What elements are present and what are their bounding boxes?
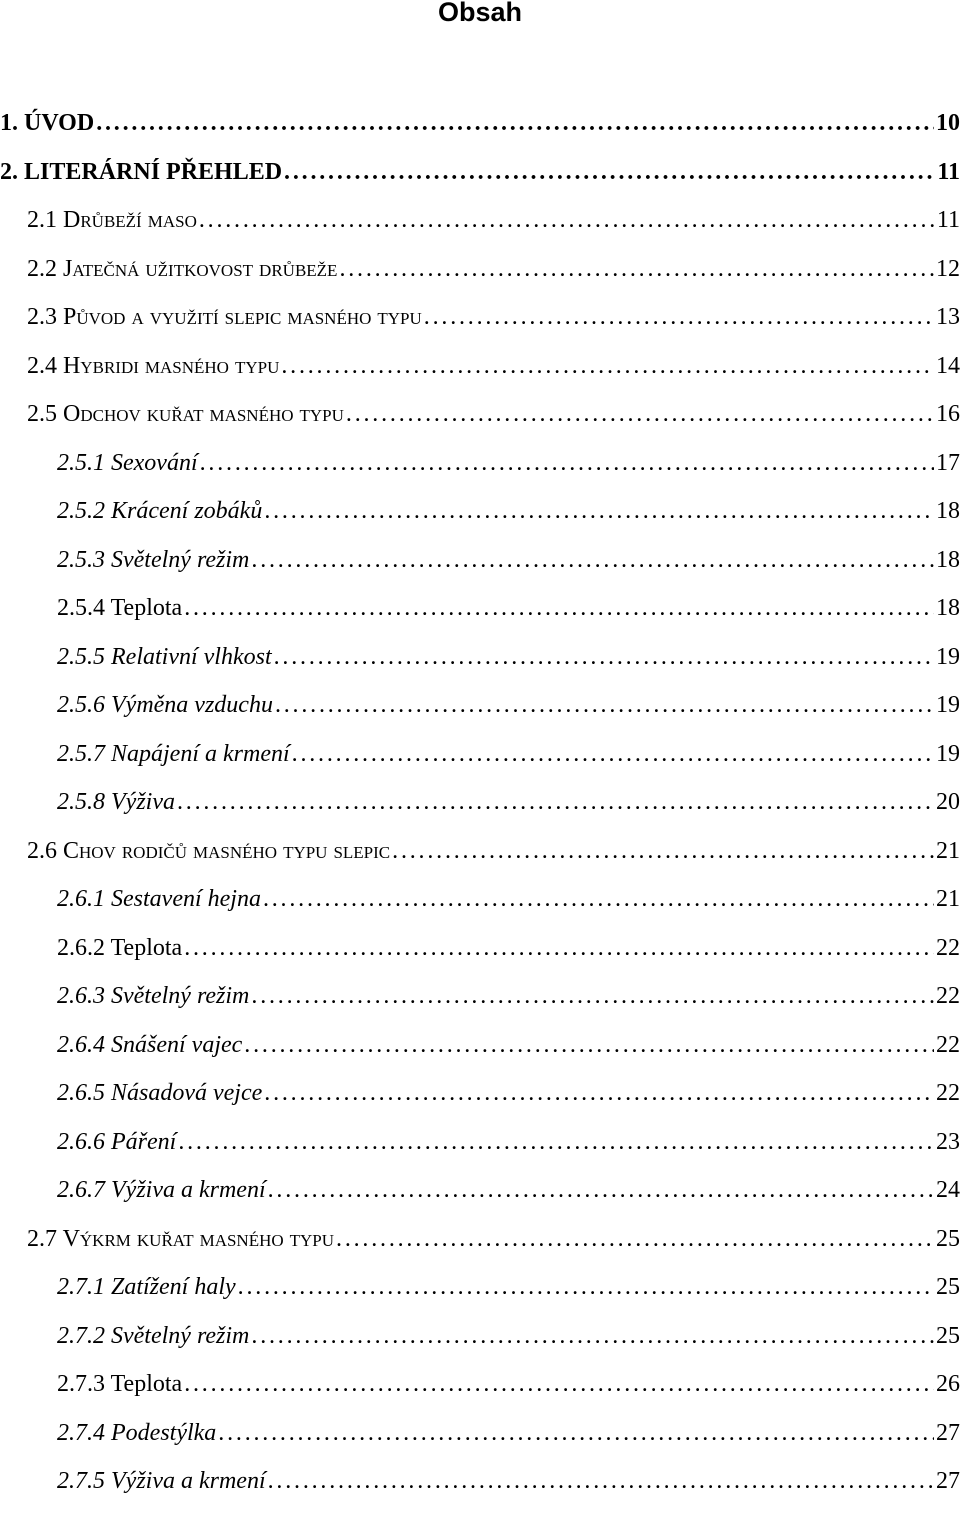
toc-entry-page-number: 11	[937, 159, 960, 185]
toc-entry-label: 2.6.5 Násadová vejce	[57, 1080, 263, 1106]
toc-entry[interactable]	[57, 1270, 960, 1304]
toc-entry-page-number: 24	[936, 1177, 960, 1203]
toc-entry[interactable]	[57, 1416, 960, 1450]
toc-entry-label: 2.5.4 Teplota	[57, 595, 183, 621]
toc-entry[interactable]	[57, 737, 960, 771]
dot-leader	[251, 1319, 934, 1353]
toc-entry-label: 2.5.2 Krácení zobáků	[57, 498, 263, 524]
dot-leader	[263, 882, 934, 916]
toc-entry-label: 2.7.3 Teplota	[57, 1371, 183, 1397]
toc-entry-page-number: 19	[936, 644, 960, 670]
dot-leader	[284, 155, 935, 189]
toc-entry-page-number: 13	[936, 304, 960, 330]
toc-entry[interactable]	[57, 591, 960, 625]
toc-entry-label: 2.7.2 Světelný režim	[57, 1323, 250, 1349]
dot-leader	[268, 1173, 934, 1207]
toc-entry-page-number: 18	[936, 547, 960, 573]
dot-leader	[264, 1076, 934, 1110]
toc-entry-label: 2.6.6 Páření	[57, 1129, 177, 1155]
toc-entry-label: 2.6.2 Teplota	[57, 935, 183, 961]
toc-entry-page-number: 19	[936, 741, 960, 767]
toc-entry-label: 2.4 Hybridi masného typu	[27, 353, 280, 379]
toc-entry-label: 2.7 Výkrm kuřat masného typu	[27, 1226, 335, 1252]
toc-entry[interactable]	[57, 446, 960, 480]
toc-entry-page-number: 11	[936, 207, 960, 233]
toc-entry[interactable]	[57, 688, 960, 722]
toc-entry-label: 2.1 Drůbeží maso	[27, 207, 197, 233]
toc-entry[interactable]	[57, 979, 960, 1013]
toc-entry-page-number: 25	[936, 1226, 960, 1252]
toc-entry-label: 2.5.5 Relativní vlhkost	[57, 644, 272, 670]
toc-entry[interactable]	[57, 1076, 960, 1110]
dot-leader	[184, 931, 934, 965]
toc-entry-page-number: 18	[936, 498, 960, 524]
toc-entry[interactable]	[0, 106, 960, 140]
toc-entry-page-number: 21	[936, 886, 960, 912]
toc-entry[interactable]	[57, 1028, 960, 1062]
toc-entry[interactable]	[57, 931, 960, 965]
toc-entry-label: 2.6.7 Výživa a krmení	[57, 1177, 266, 1203]
toc-entry-page-number: 19	[936, 692, 960, 718]
toc-entry-label: 2.7.5 Výživa a krmení	[57, 1468, 266, 1494]
toc-entry-page-number: 14	[936, 353, 960, 379]
dot-leader	[200, 446, 934, 480]
toc-entry[interactable]	[27, 203, 960, 237]
dot-leader	[96, 106, 934, 140]
dot-leader	[339, 252, 934, 286]
dot-leader	[292, 737, 934, 771]
toc-entry-label: 2.3 Původ a využití slepic masného typu	[27, 304, 422, 330]
dot-leader	[264, 494, 934, 528]
dot-leader	[199, 203, 935, 237]
dot-leader	[177, 785, 934, 819]
toc-entry-label: 2.6.4 Snášení vajec	[57, 1032, 243, 1058]
toc-entry-label: 2.5.6 Výměna vzduchu	[57, 692, 273, 718]
toc-entry[interactable]	[27, 300, 960, 334]
toc-entry[interactable]	[57, 1464, 960, 1498]
toc-entry-page-number: 25	[936, 1274, 960, 1300]
toc-entry-label: 2.6.3 Světelný režim	[57, 983, 250, 1009]
dot-leader	[238, 1270, 934, 1304]
dot-leader	[244, 1028, 934, 1062]
dot-leader	[336, 1222, 934, 1256]
toc-entry-label: 2.7.1 Zatížení haly	[57, 1274, 236, 1300]
dot-leader	[184, 591, 934, 625]
toc-entry[interactable]	[57, 1367, 960, 1401]
toc-entry[interactable]	[27, 1222, 960, 1256]
toc-entry[interactable]	[0, 155, 960, 189]
toc-entry[interactable]	[57, 494, 960, 528]
toc-entry-page-number: 22	[936, 1080, 960, 1106]
toc-entry-page-number: 22	[936, 935, 960, 961]
toc-entry-page-number: 20	[936, 789, 960, 815]
toc-entry-label: 2.7.4 Podestýlka	[57, 1420, 217, 1446]
dot-leader	[275, 688, 934, 722]
toc-entry-label: 2. LITERÁRNÍ PŘEHLED	[0, 159, 283, 185]
dot-leader	[184, 1367, 934, 1401]
dot-leader	[178, 1125, 934, 1159]
toc-entry-page-number: 16	[936, 401, 960, 427]
dot-leader	[251, 979, 934, 1013]
toc-entry-page-number: 26	[936, 1371, 960, 1397]
toc-entry[interactable]	[57, 882, 960, 916]
dot-leader	[218, 1416, 934, 1450]
toc-entry[interactable]	[27, 252, 960, 286]
toc-entry-label: 2.5 Odchov kuřat masného typu	[27, 401, 344, 427]
toc-entry-label: 2.2 Jatečná užitkovost drůbeže	[27, 256, 338, 282]
toc-entry[interactable]	[57, 640, 960, 674]
toc-entry-label: 1. ÚVOD	[0, 110, 95, 136]
toc-entry[interactable]	[57, 1125, 960, 1159]
toc-entry-page-number: 25	[936, 1323, 960, 1349]
toc-entry-page-number: 17	[936, 450, 960, 476]
toc-entry[interactable]	[27, 349, 960, 383]
dot-leader	[392, 834, 934, 868]
toc-entry-page-number: 12	[936, 256, 960, 282]
toc-entry-label: 2.5.8 Výživa	[57, 789, 175, 815]
toc-entry[interactable]	[27, 834, 960, 868]
toc-entry-label: 2.5.7 Napájení a krmení	[57, 741, 290, 767]
dot-leader	[281, 349, 934, 383]
dot-leader	[424, 300, 934, 334]
toc-entry-label: 2.5.1 Sexování	[57, 450, 198, 476]
toc-entry-page-number: 27	[936, 1468, 960, 1494]
toc-entry-page-number: 22	[936, 1032, 960, 1058]
dot-leader	[274, 640, 934, 674]
dot-leader	[251, 543, 934, 577]
toc-entry[interactable]	[57, 1173, 960, 1207]
toc-entry-label: 2.6.1 Sestavení hejna	[57, 886, 261, 912]
toc-entry[interactable]	[57, 1319, 960, 1353]
toc-entry-page-number: 23	[936, 1129, 960, 1155]
toc-entry-page-number: 10	[936, 110, 960, 136]
dot-leader	[346, 397, 934, 431]
toc-entry-page-number: 21	[936, 838, 960, 864]
toc-entry[interactable]	[27, 397, 960, 431]
toc-entry-label: 2.5.3 Světelný režim	[57, 547, 250, 573]
toc-entry[interactable]	[57, 543, 960, 577]
dot-leader	[268, 1464, 934, 1498]
toc-entry-page-number: 22	[936, 983, 960, 1009]
toc-entry-label: 2.6 Chov rodičů masného typu slepic	[27, 838, 391, 864]
toc-entry[interactable]	[57, 785, 960, 819]
toc-entry-page-number: 27	[936, 1420, 960, 1446]
toc-entry-page-number: 18	[936, 595, 960, 621]
page-title: Obsah	[437, 0, 523, 27]
